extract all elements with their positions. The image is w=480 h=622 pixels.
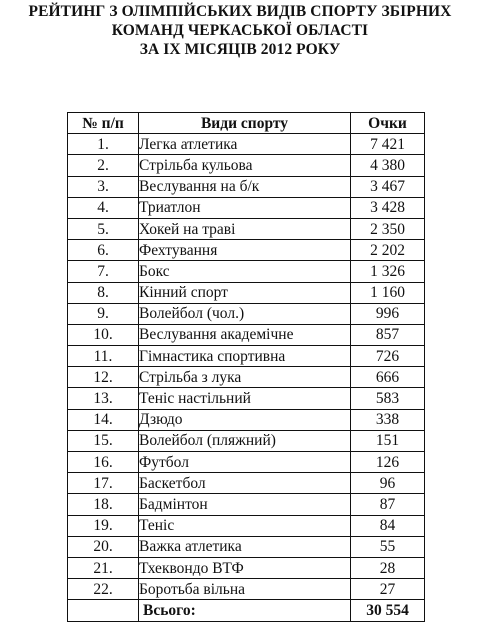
row-points: 87 [351,494,425,515]
row-sport: Тхеквондо ВТФ [139,557,351,578]
document-title [0,2,480,59]
header-points: Очки [351,113,425,134]
total-label: Всього: [139,600,351,621]
row-points: 4 380 [351,155,425,176]
row-points: 7 421 [351,134,425,155]
row-sport: Волейбол (пляжний) [139,430,351,451]
row-number: 5. [68,218,139,239]
row-points: 2 202 [351,240,425,261]
table-row [68,515,425,536]
row-sport: Футбол [139,452,351,473]
row-sport: Триатлон [139,197,351,218]
table-row [68,388,425,409]
row-number: 2. [68,155,139,176]
row-points: 126 [351,452,425,473]
row-number: 11. [68,346,139,367]
header-sport: Види спорту [139,113,351,134]
table-row [68,494,425,515]
row-number: 13. [68,388,139,409]
row-number: 14. [68,409,139,430]
row-points: 2 350 [351,218,425,239]
table-row [68,176,425,197]
row-sport: Теніс [139,515,351,536]
title-line-2: КОМАНД ЧЕРКАСЬКОЇ ОБЛАСТІ [111,22,369,39]
row-sport: Гімнастика спортивна [139,346,351,367]
row-points: 28 [351,557,425,578]
table-row [68,557,425,578]
row-number: 22. [68,579,139,600]
row-sport: Фехтування [139,240,351,261]
row-points: 666 [351,367,425,388]
row-sport: Веслування академічне [139,324,351,345]
row-sport: Дзюдо [139,409,351,430]
row-sport: Бокс [139,261,351,282]
row-sport: Баскетбол [139,473,351,494]
table-row [68,536,425,557]
row-sport: Бадмінтон [139,494,351,515]
table-row [68,409,425,430]
row-points: 3 428 [351,197,425,218]
row-number: 12. [68,367,139,388]
table-header-row [68,113,425,134]
rating-table [67,112,425,622]
row-points: 338 [351,409,425,430]
table-row [68,579,425,600]
row-sport: Хокей на траві [139,218,351,239]
row-number: 8. [68,282,139,303]
row-number: 6. [68,240,139,261]
table-body [68,134,425,600]
row-number: 19. [68,515,139,536]
row-sport: Теніс настільний [139,388,351,409]
row-sport: Боротьба вільна [139,579,351,600]
row-sport: Веслування на б/к [139,176,351,197]
table-row [68,346,425,367]
title-line-1: РЕЙТИНГ З ОЛІМПІЙСЬКИХ ВИДІВ СПОРТУ ЗБІРНИХ [28,3,452,20]
row-sport: Кінний спорт [139,282,351,303]
row-number: 20. [68,536,139,557]
row-sport: Легка атлетика [139,134,351,155]
row-number: 10. [68,324,139,345]
row-points: 151 [351,430,425,451]
table-row [68,261,425,282]
table-row [68,430,425,451]
row-points: 583 [351,388,425,409]
table-row [68,324,425,345]
row-points: 27 [351,579,425,600]
header-num: № п/п [68,113,139,134]
row-sport: Стрільба з лука [139,367,351,388]
row-points: 1 326 [351,261,425,282]
row-points: 55 [351,536,425,557]
table-row [68,240,425,261]
title-line-3: ЗА ІХ МІСЯЦІВ 2012 РОКУ [139,41,341,58]
row-points: 726 [351,346,425,367]
row-sport: Стрільба кульова [139,155,351,176]
row-sport: Волейбол (чол.) [139,303,351,324]
table-row [68,218,425,239]
row-number: 15. [68,430,139,451]
table-row [68,303,425,324]
row-number: 3. [68,176,139,197]
row-number: 9. [68,303,139,324]
row-number: 17. [68,473,139,494]
row-number: 21. [68,557,139,578]
row-points: 1 160 [351,282,425,303]
row-sport: Важка атлетика [139,536,351,557]
table-row [68,134,425,155]
table-row [68,473,425,494]
total-points: 30 554 [351,600,425,621]
row-number: 7. [68,261,139,282]
row-points: 84 [351,515,425,536]
row-points: 3 467 [351,176,425,197]
row-number: 18. [68,494,139,515]
table-row [68,367,425,388]
row-number: 16. [68,452,139,473]
table-row [68,452,425,473]
table-row [68,155,425,176]
table-row [68,197,425,218]
row-points: 996 [351,303,425,324]
row-points: 857 [351,324,425,345]
row-points: 96 [351,473,425,494]
table-row [68,282,425,303]
row-number: 1. [68,134,139,155]
row-number: 4. [68,197,139,218]
